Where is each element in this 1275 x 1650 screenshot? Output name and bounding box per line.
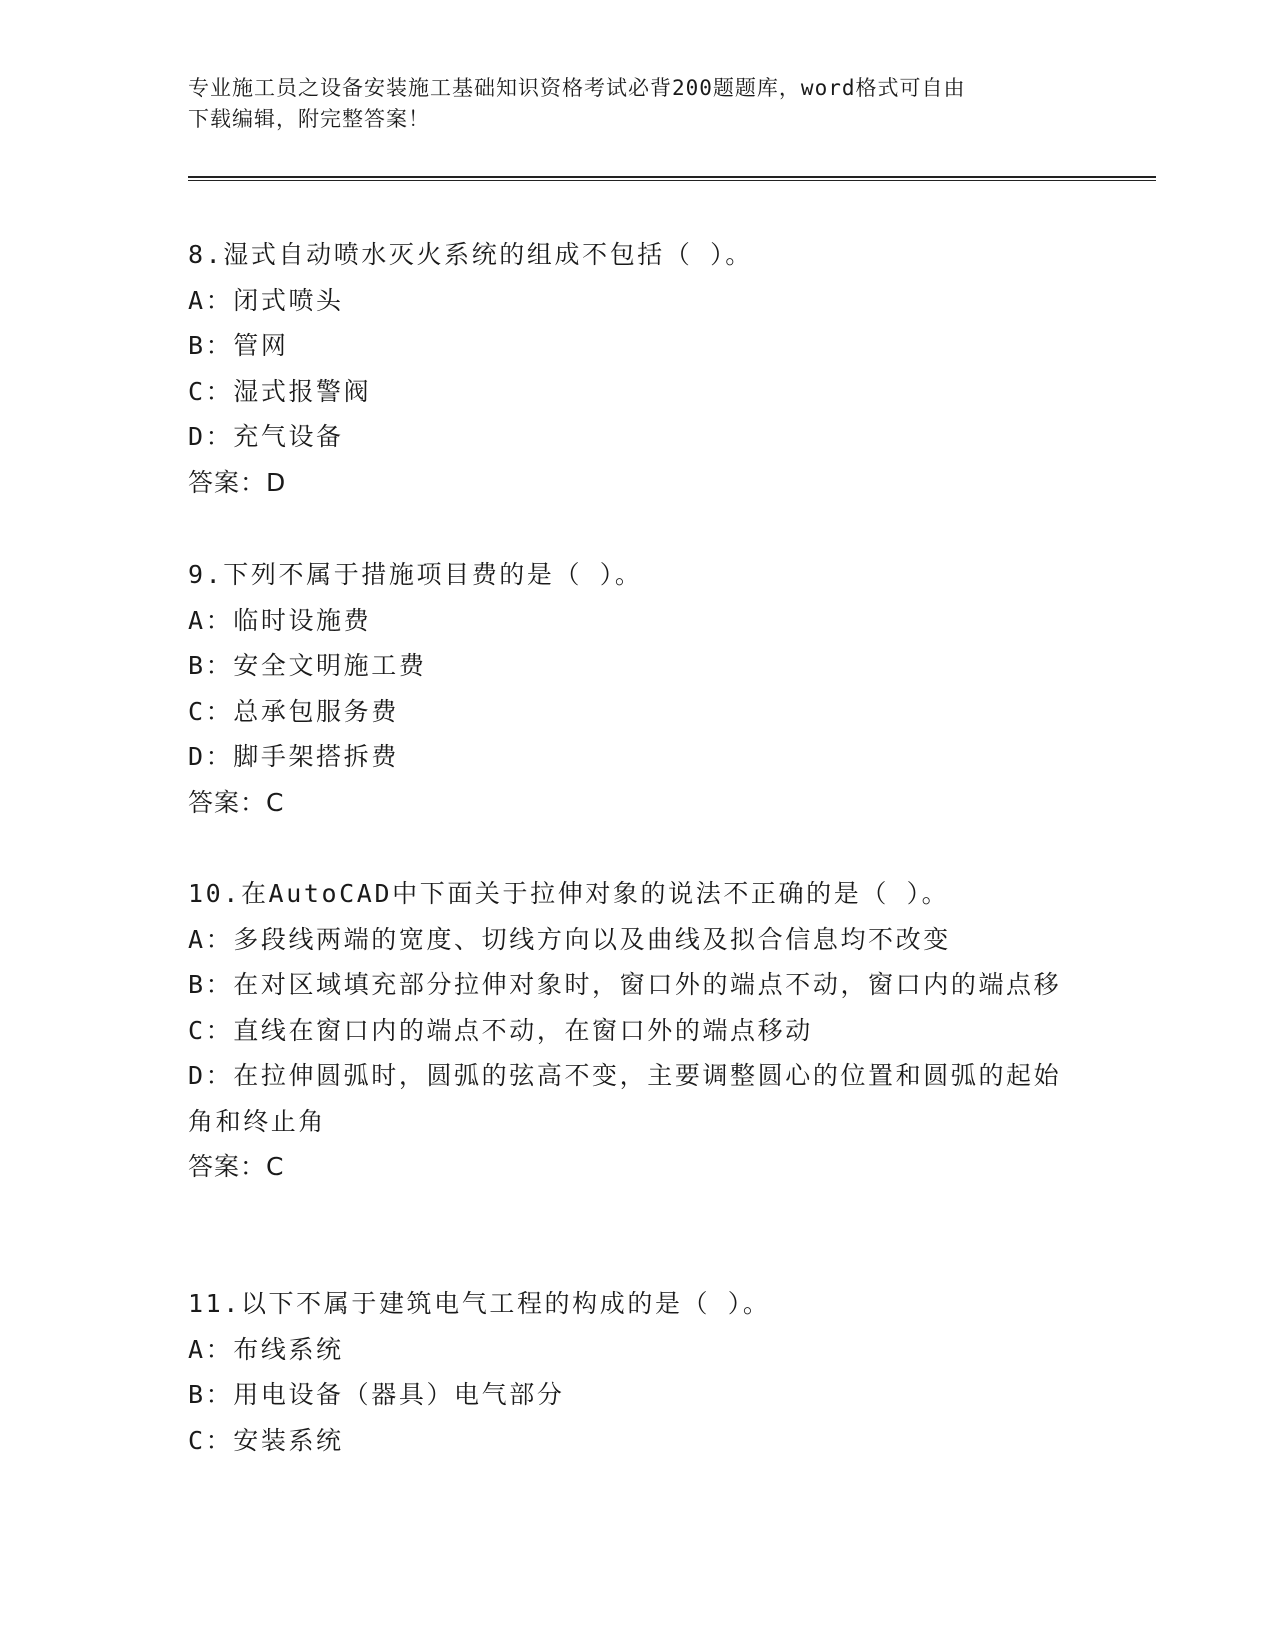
answer-line: 答案：D <box>188 467 287 497</box>
question-10 <box>188 871 1088 1190</box>
option-a: A：多段线两端的宽度、切线方向以及曲线及拟合信息均不改变 <box>188 924 951 954</box>
option-d: D：在拉伸圆弧时，圆弧的弦高不变，主要调整圆心的位置和圆弧的起始角和终止角 <box>188 1061 1062 1136</box>
answer-line: 答案：C <box>188 1152 285 1181</box>
option-c: C：安装系统 <box>188 1425 344 1455</box>
option-b: B：在对区域填充部分拉伸对象时，窗口外的端点不动，窗口内的端点移 <box>188 970 1062 999</box>
option-a: A：布线系统 <box>188 1334 344 1364</box>
option-b: B：用电设备（器具）电气部分 <box>188 1380 565 1409</box>
answer-line: 答案：C <box>188 787 285 817</box>
question-stem: 9.下列不属于措施项目费的是（ ）。 <box>188 560 643 589</box>
option-c: C：湿式报警阀 <box>188 376 372 406</box>
option-b: B：管网 <box>188 331 289 360</box>
question-stem: 11.以下不属于建筑电气工程的构成的是（ ）。 <box>188 1289 771 1318</box>
option-d: D：脚手架搭拆费 <box>188 742 399 771</box>
question-stem: 10.在AutoCAD中下面关于拉伸对象的说法不正确的是（ ）。 <box>188 879 950 908</box>
option-b: B：安全文明施工费 <box>188 651 427 680</box>
header-divider <box>188 176 1156 181</box>
question-8 <box>188 232 1088 505</box>
option-a: A：闭式喷头 <box>188 285 344 315</box>
document-header <box>188 73 1068 135</box>
question-stem: 8.湿式自动喷水灭火系统的组成不包括（ ）。 <box>188 240 753 269</box>
question-9 <box>188 552 1088 825</box>
header-line-2: 下载编辑，附完整答案！ <box>188 107 430 131</box>
option-c: C：直线在窗口内的端点不动，在窗口外的端点移动 <box>188 1015 813 1045</box>
option-c: C：总承包服务费 <box>188 696 399 726</box>
option-d: D：充气设备 <box>188 422 344 451</box>
header-line-1: 专业施工员之设备安装施工基础知识资格考试必背200题题库，word格式可自由 <box>188 76 966 100</box>
option-a: A：临时设施费 <box>188 605 372 635</box>
question-11 <box>188 1281 1088 1463</box>
